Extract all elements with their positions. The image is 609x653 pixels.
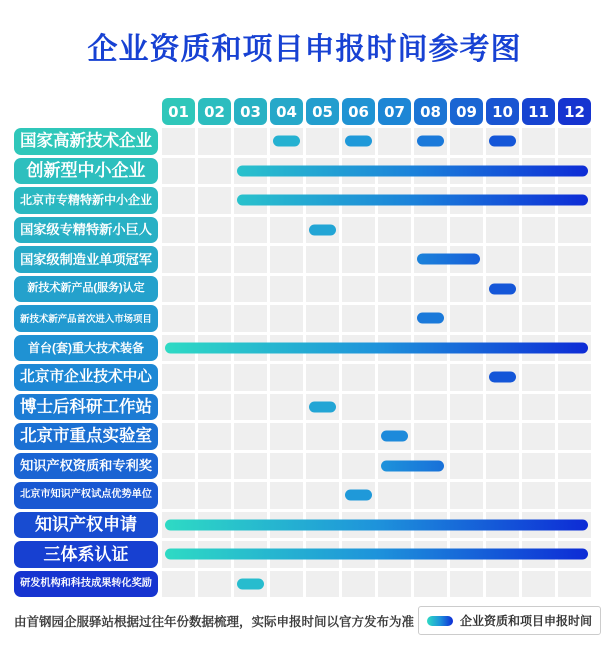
grid-cell <box>162 305 195 332</box>
row-label: 国家高新技术企业 <box>14 128 158 155</box>
grid-cell <box>378 217 411 244</box>
grid-cell <box>450 453 483 480</box>
month-header-10: 10 <box>486 98 519 125</box>
grid-cell <box>378 394 411 421</box>
grid-cell <box>450 571 483 598</box>
row-track <box>162 571 594 598</box>
grid-cell <box>270 453 303 480</box>
gantt-row <box>0 541 609 568</box>
timeline-bar <box>165 549 588 560</box>
row-label: 北京市知识产权试点优势单位 <box>14 482 158 509</box>
grid-cell <box>342 571 375 598</box>
grid-cell <box>306 482 339 509</box>
timeline-bar <box>237 165 588 176</box>
month-header-09: 09 <box>450 98 483 125</box>
row-label: 三体系认证 <box>14 541 158 568</box>
row-label: 研发机构和科技成果转化奖励 <box>14 571 158 598</box>
grid-cell <box>558 453 591 480</box>
grid-cell <box>414 364 447 391</box>
grid-cell <box>342 246 375 273</box>
grid-cell <box>486 246 519 273</box>
grid-cell <box>198 187 231 214</box>
grid-cell <box>414 423 447 450</box>
gantt-row <box>0 482 609 509</box>
grid-cell <box>342 394 375 421</box>
gantt-row <box>0 512 609 539</box>
month-header-04: 04 <box>270 98 303 125</box>
row-label: 知识产权申请 <box>14 512 158 539</box>
gantt-row <box>0 364 609 391</box>
row-track <box>162 217 594 244</box>
timeline-bar <box>489 136 516 147</box>
grid-cell <box>162 276 195 303</box>
grid-cell <box>486 482 519 509</box>
grid-cell <box>342 276 375 303</box>
grid-cell <box>342 217 375 244</box>
row-label: 北京市重点实验室 <box>14 423 158 450</box>
grid-cell <box>378 482 411 509</box>
grid-cell <box>522 276 555 303</box>
month-header-11: 11 <box>522 98 555 125</box>
grid-cell <box>342 453 375 480</box>
row-track <box>162 246 594 273</box>
grid-cell <box>450 128 483 155</box>
timeline-bar <box>165 519 588 530</box>
grid-cell <box>558 571 591 598</box>
grid-cell <box>306 453 339 480</box>
grid-cell <box>486 423 519 450</box>
row-track <box>162 512 594 539</box>
grid-cell <box>414 394 447 421</box>
gantt-row <box>0 305 609 332</box>
grid-cell <box>162 364 195 391</box>
grid-cell <box>198 482 231 509</box>
grid-cell <box>486 305 519 332</box>
grid-cell <box>450 364 483 391</box>
timeline-bar-icon <box>427 616 453 626</box>
grid-cell <box>162 158 195 185</box>
grid-cell <box>234 128 267 155</box>
timeline-bar <box>417 254 480 265</box>
grid-cell <box>522 364 555 391</box>
timeline-bar <box>237 578 264 589</box>
timeline-bar <box>309 401 336 412</box>
timeline-bar <box>237 195 588 206</box>
timeline-bar <box>165 342 588 353</box>
gantt-row <box>0 394 609 421</box>
row-label: 新技术新产品首次进入市场项目 <box>14 305 158 332</box>
row-label: 国家级制造业单项冠军 <box>14 246 158 273</box>
grid-cell <box>486 394 519 421</box>
month-header-06: 06 <box>342 98 375 125</box>
grid-cell <box>522 482 555 509</box>
row-track <box>162 305 594 332</box>
grid-cell <box>486 571 519 598</box>
grid-cell <box>198 423 231 450</box>
grid-cell <box>198 394 231 421</box>
gantt-row <box>0 128 609 155</box>
timeline-bar <box>417 136 444 147</box>
grid-cell <box>198 305 231 332</box>
grid-cell <box>198 571 231 598</box>
row-track <box>162 541 594 568</box>
grid-cell <box>522 246 555 273</box>
month-header-05: 05 <box>306 98 339 125</box>
row-label: 北京市专精特新中小企业 <box>14 187 158 214</box>
grid-cell <box>234 453 267 480</box>
grid-cell <box>414 217 447 244</box>
grid-cell <box>270 276 303 303</box>
gantt-row <box>0 187 609 214</box>
grid-cell <box>306 276 339 303</box>
grid-cell <box>378 571 411 598</box>
grid-cell <box>270 394 303 421</box>
footer-note: 由首钢园企服驿站根据过往年份数据梳理，实际申报时间以官方发布为准 <box>14 614 415 629</box>
grid-cell <box>198 217 231 244</box>
grid-cell <box>162 453 195 480</box>
grid-cell <box>270 364 303 391</box>
grid-cell <box>162 394 195 421</box>
gantt-row <box>0 276 609 303</box>
grid-cell <box>270 571 303 598</box>
legend-box <box>418 606 601 635</box>
grid-cell <box>342 364 375 391</box>
grid-cell <box>414 276 447 303</box>
timeline-bar <box>381 460 444 471</box>
grid-cell <box>558 128 591 155</box>
grid-cell <box>198 128 231 155</box>
grid-cell <box>234 482 267 509</box>
grid-cell <box>342 305 375 332</box>
grid-cell <box>162 482 195 509</box>
grid-cell <box>378 276 411 303</box>
grid-cell <box>270 305 303 332</box>
month-header-row <box>0 98 609 125</box>
grid-cell <box>522 217 555 244</box>
grid-cell <box>450 394 483 421</box>
timeline-bar <box>345 490 372 501</box>
grid-cell <box>270 423 303 450</box>
row-label: 首台(套)重大技术装备 <box>14 335 158 362</box>
grid-cell <box>234 394 267 421</box>
grid-cell <box>234 423 267 450</box>
row-label: 北京市企业技术中心 <box>14 364 158 391</box>
grid-cell <box>270 217 303 244</box>
row-track <box>162 128 594 155</box>
grid-cell <box>198 246 231 273</box>
grid-cell <box>450 423 483 450</box>
gantt-row <box>0 158 609 185</box>
month-header-01: 01 <box>162 98 195 125</box>
grid-cell <box>558 482 591 509</box>
grid-cell <box>162 187 195 214</box>
grid-cell <box>414 482 447 509</box>
row-track <box>162 158 594 185</box>
grid-cell <box>486 453 519 480</box>
row-track <box>162 276 594 303</box>
timeline-bar <box>489 372 516 383</box>
grid-cell <box>342 423 375 450</box>
grid-cell <box>522 453 555 480</box>
grid-cell <box>306 364 339 391</box>
gantt-row <box>0 453 609 480</box>
timeline-bar <box>381 431 408 442</box>
grid-cell <box>234 305 267 332</box>
grid-cell <box>234 217 267 244</box>
grid-cell <box>558 305 591 332</box>
month-header-07: 07 <box>378 98 411 125</box>
row-label: 知识产权资质和专利奖 <box>14 453 158 480</box>
row-track <box>162 482 594 509</box>
grid-cell <box>306 423 339 450</box>
month-header-08: 08 <box>414 98 447 125</box>
row-track <box>162 423 594 450</box>
grid-cell <box>558 276 591 303</box>
row-track <box>162 364 594 391</box>
row-label: 创新型中小企业 <box>14 158 158 185</box>
month-header-12: 12 <box>558 98 591 125</box>
row-track <box>162 187 594 214</box>
row-label: 博士后科研工作站 <box>14 394 158 421</box>
grid-cell <box>198 364 231 391</box>
month-header-03: 03 <box>234 98 267 125</box>
grid-cell <box>306 246 339 273</box>
timeline-bar <box>489 283 516 294</box>
grid-cell <box>198 276 231 303</box>
grid-cell <box>486 217 519 244</box>
month-header-spacer <box>0 98 162 125</box>
grid-cell <box>522 423 555 450</box>
grid-cell <box>162 571 195 598</box>
grid-cell <box>522 394 555 421</box>
grid-cell <box>198 453 231 480</box>
gantt-row <box>0 335 609 362</box>
grid-cell <box>270 246 303 273</box>
grid-cell <box>450 217 483 244</box>
grid-cell <box>306 571 339 598</box>
row-track <box>162 335 594 362</box>
chart-title: 企业资质和项目申报时间参考图 <box>87 33 522 66</box>
grid-cell <box>558 423 591 450</box>
grid-cell <box>558 364 591 391</box>
row-track <box>162 453 594 480</box>
grid-cell <box>558 394 591 421</box>
gantt-row <box>0 246 609 273</box>
gantt-row <box>0 217 609 244</box>
legend-label: 企业资质和项目申报时间 <box>459 614 592 628</box>
grid-cell <box>198 158 231 185</box>
grid-cell <box>558 246 591 273</box>
grid-cell <box>234 364 267 391</box>
grid-cell <box>162 217 195 244</box>
row-label: 新技术新产品(服务)认定 <box>14 276 158 303</box>
month-header-02: 02 <box>198 98 231 125</box>
grid-cell <box>234 276 267 303</box>
grid-cell <box>378 246 411 273</box>
grid-cell <box>162 423 195 450</box>
grid-cell <box>378 305 411 332</box>
grid-cell <box>270 482 303 509</box>
grid-cell <box>522 128 555 155</box>
grid-cell <box>450 276 483 303</box>
grid-cell <box>522 571 555 598</box>
grid-cell <box>378 128 411 155</box>
row-label: 国家级专精特新小巨人 <box>14 217 158 244</box>
grid-cell <box>522 305 555 332</box>
grid-cell <box>558 217 591 244</box>
grid-cell <box>306 305 339 332</box>
grid-cell <box>306 128 339 155</box>
grid-cell <box>162 246 195 273</box>
gantt-row <box>0 571 609 598</box>
grid-cell <box>450 305 483 332</box>
gantt-row <box>0 423 609 450</box>
timeline-bar <box>345 136 372 147</box>
timeline-bar <box>309 224 336 235</box>
grid-cell <box>450 482 483 509</box>
grid-cell <box>414 571 447 598</box>
timeline-bar <box>417 313 444 324</box>
grid-cell <box>162 128 195 155</box>
timeline-bar <box>273 136 300 147</box>
gantt-rows <box>0 128 609 597</box>
grid-cell <box>234 246 267 273</box>
row-track <box>162 394 594 421</box>
footer <box>14 606 601 635</box>
grid-cell <box>378 364 411 391</box>
